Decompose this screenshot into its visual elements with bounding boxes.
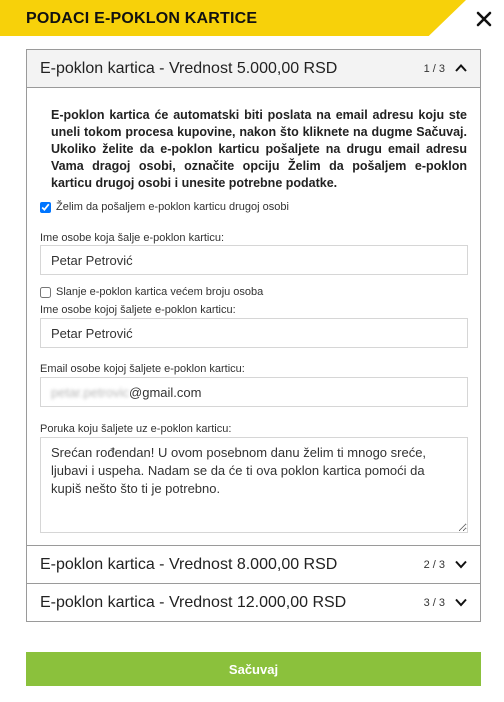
gift-card-counter: 3 / 3 <box>423 597 445 609</box>
gift-card-header-2[interactable] <box>27 546 480 582</box>
gift-card-counter: 1 / 3 <box>423 63 445 75</box>
sender-name-label: Ime osobe koja šalje e-poklon karticu: <box>40 232 225 244</box>
gift-card-title: E-poklon kartica - Vrednost 5.000,00 RSD <box>40 60 338 77</box>
save-button[interactable]: Sačuvaj <box>26 652 481 686</box>
intro-text: E-poklon kartica će automatski biti poslata na email adresu koju ste uneli tokom procesa kupovine, nakon što kliknete na dugme Sačuvaj. Ukoliko želite da e-poklon karticu pošaljete na drugu email adresu Vama dragoj osobi, označite opciju Želim da pošaljem e-poklon karticu drugoj osobi i unesite potrebne podatke. <box>51 108 467 190</box>
gift-card-panel-2[interactable] <box>26 546 481 584</box>
chevron-down-icon[interactable] <box>454 558 468 570</box>
chevron-down-icon[interactable] <box>454 596 468 608</box>
recipient-name-input[interactable] <box>40 318 468 348</box>
modal-header <box>0 0 504 36</box>
multiple-recipients-checkbox[interactable] <box>40 287 51 298</box>
gift-card-panel-1 <box>26 49 481 546</box>
chevron-up-icon[interactable] <box>454 62 468 74</box>
sender-name-input[interactable] <box>40 245 468 275</box>
gift-card-title: E-poklon kartica - Vrednost 8.000,00 RSD <box>40 556 338 573</box>
multiple-recipients-option[interactable] <box>40 286 263 298</box>
email-domain: @gmail.com <box>129 384 202 400</box>
close-button[interactable] <box>474 9 494 29</box>
gift-card-panel-3[interactable] <box>26 584 481 622</box>
message-textarea[interactable] <box>40 437 468 533</box>
message-label: Poruka koju šaljete uz e-poklon karticu: <box>40 423 232 435</box>
recipient-email-label: Email osobe kojoj šaljete e-poklon karticu: <box>40 363 245 375</box>
send-to-other-label: Želim da pošaljem e-poklon karticu drugoj osobi <box>56 201 289 213</box>
recipient-email-input[interactable] <box>40 377 468 407</box>
gift-card-header-1[interactable] <box>27 50 480 88</box>
send-to-other-checkbox[interactable] <box>40 202 51 213</box>
recipient-name-label: Ime osobe kojoj šaljete e-poklon karticu: <box>40 304 236 316</box>
gift-card-header-3[interactable] <box>27 584 480 620</box>
close-icon <box>474 9 494 29</box>
modal-title: PODACI E-POKLON KARTICE <box>26 10 258 27</box>
send-to-other-option[interactable] <box>40 201 289 213</box>
gift-card-title: E-poklon kartica - Vrednost 12.000,00 RSD <box>40 594 347 611</box>
gift-card-counter: 2 / 3 <box>423 559 445 571</box>
multiple-recipients-label: Slanje e-poklon kartica većem broju osoba <box>56 286 264 298</box>
email-masked-part: petar.petrovic <box>51 384 130 400</box>
